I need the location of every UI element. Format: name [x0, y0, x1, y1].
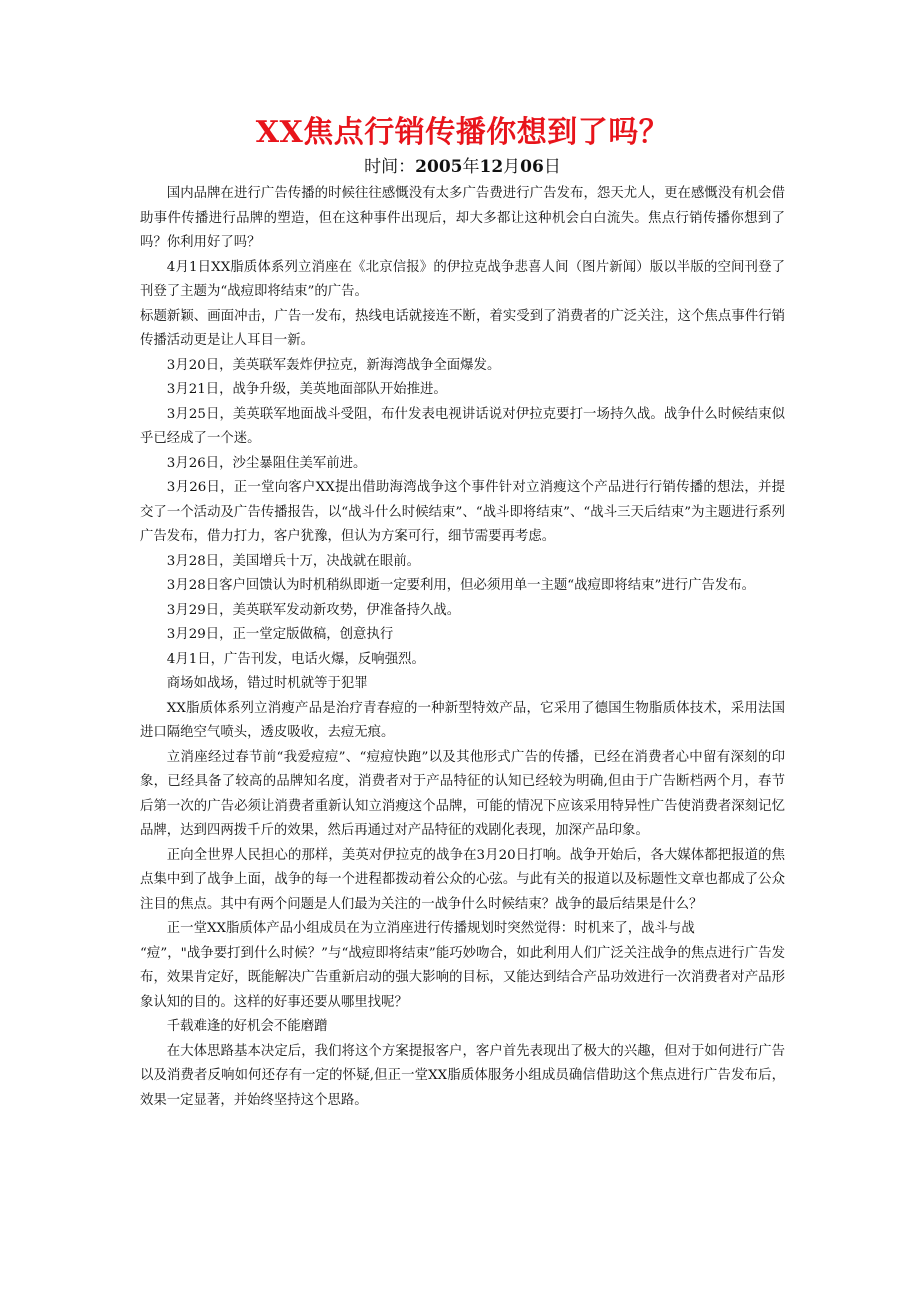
section-heading: 商场如战场，错过时机就等于犯罪	[166, 676, 368, 691]
paragraph: 3月26日，沙尘暴阻住美军前进。	[166, 455, 367, 471]
paragraph: 3月26日，正一堂向客户XX提出借助海湾战争这个事件针对立消瘦这个产品进行行销传播的想法，并提交了一个活动及广告传播报告，以“战斗什么时候结束”、“战斗即将结束”、“战斗三天后结束”为主题进行系列广告发布，借力打力，客户犹豫，但认为方案可行，细节需要再考虑。	[140, 480, 785, 544]
date-label: 时间：	[364, 157, 416, 177]
date-day-unit: 日	[543, 157, 561, 177]
paragraph: 3月29日，正一堂定版做稿，创意执行	[166, 627, 394, 642]
paragraph: 在大体思路基本决定后，我们将这个方案提报客户，客户首先表现出了极大的兴趣，但对于如何进行广告以及消费者反响如何还存有一定的怀疑,但正一堂XX脂质体服务小组成员确信借助这个焦点进行广告发布后，效果一定显著，并始终坚持这个思路。	[140, 1043, 785, 1108]
paragraph: 正一堂XX脂质体产品小组成员在为立消座进行传播规划时突然觉得：时机来了，战斗与战	[166, 921, 695, 936]
date-year: 2005	[415, 157, 463, 177]
paragraph: 4月1日，广告刊发，电话火爆，反响强烈。	[166, 651, 425, 667]
date-year-unit: 年	[462, 157, 480, 177]
date-month: 12	[479, 157, 504, 177]
paragraph: 国内品牌在进行广告传播的时候往往感慨没有太多广告费进行广告发布，怨天尤人，更在感慨没有机会借助事件传播进行品牌的塑造，但在这种事件出现后，却大多都让这种机会白白流失。焦点行销传播你想到了吗？你利用好了吗？	[140, 186, 785, 250]
section-heading: 千载难逢的好机会不能磨蹭	[166, 1019, 328, 1034]
document-date	[140, 154, 785, 180]
document-page	[140, 112, 785, 1113]
document-title: XX焦点行销传播你想到了吗？	[255, 115, 670, 150]
paragraph: 3月29日，美英联军发动新攻势，伊准备持久战。	[166, 602, 461, 618]
paragraph: 3月20日，美英联军轰炸伊拉克，新海湾战争全面爆发。	[166, 357, 501, 373]
paragraph: 4月1日XX脂质体系列立消座在《北京信报》的伊拉克战争悲喜人间（图片新闻）版以半版的空间刊登了刊登了主题为“战痘即将结束”的广告。	[140, 259, 785, 299]
paragraph: “痘”，"战争要打到什么时候？”与“战痘即将结束”能巧妙吻合，如此利用人们广泛关注战争的焦点进行广告发布，效果肯定好，既能解决广告重新启动的强大影响的目标，又能达到结合产品功效进行一次消费者对产品形象认知的目的。这样的好事还要从哪里找呢？	[140, 945, 785, 1010]
paragraph: 3月21日，战争升级，美英地面部队开始推进。	[166, 382, 447, 397]
paragraph: 3月25日，美英联军地面战斗受阻，布什发表电视讲话说对伊拉克要打一场持久战。战争什么时候结束似乎已经成了一个迷。	[140, 406, 785, 446]
paragraph: 标题新颖、画面冲击，广告一发布，热线电话就接连不断，着实受到了消费者的广泛关注，这个焦点事件行销传播活动更是让人耳目一新。	[140, 308, 785, 348]
paragraph: 3月28日客户回馈认为时机稍纵即逝一定要利用，但必须用单一主题“战痘即将结束”进行广告发布。	[166, 578, 756, 593]
document-body	[140, 182, 785, 1113]
paragraph: 立消座经过春节前“我爱痘痘”、“痘痘快跑”以及其他形式广告的传播，已经在消费者心中留有深刻的印象，已经具备了较高的品牌知名度，消费者对于产品特征的认知已经较为明确,但由于广告断档两个月，春节后第一次的广告必须让消费者重新认知立消瘦这个品牌，可能的情况下应该采用特异性广告使消费者深刻记忆品牌，达到四两拨千斤的效果，然后再通过对产品特征的戏剧化表现，加深产品印象。	[140, 749, 785, 838]
date-day: 06	[520, 157, 544, 177]
paragraph: 3月28日，美国增兵十万，决战就在眼前。	[166, 553, 420, 569]
paragraph: XX脂质体系列立消瘦产品是治疗青春痘的一种新型特效产品，它采用了德国生物脂质体技术，采用法国进口隔绝空气喷头，透皮吸收，去痘无痕。	[140, 700, 785, 740]
date-month-unit: 月	[503, 157, 521, 177]
paragraph: 正向全世界人民担心的那样，美英对伊拉克的战争在3月20日打响。战争开始后，各大媒体都把报道的焦点集中到了战争上面，战争的每一个进程都拨动着公众的心弦。与此有关的报道以及标题性文章也都成了公众注目的焦点。其中有两个问题是人们最为关注的一战争什么时候结束？战争的最后结果是什么？	[140, 847, 785, 912]
